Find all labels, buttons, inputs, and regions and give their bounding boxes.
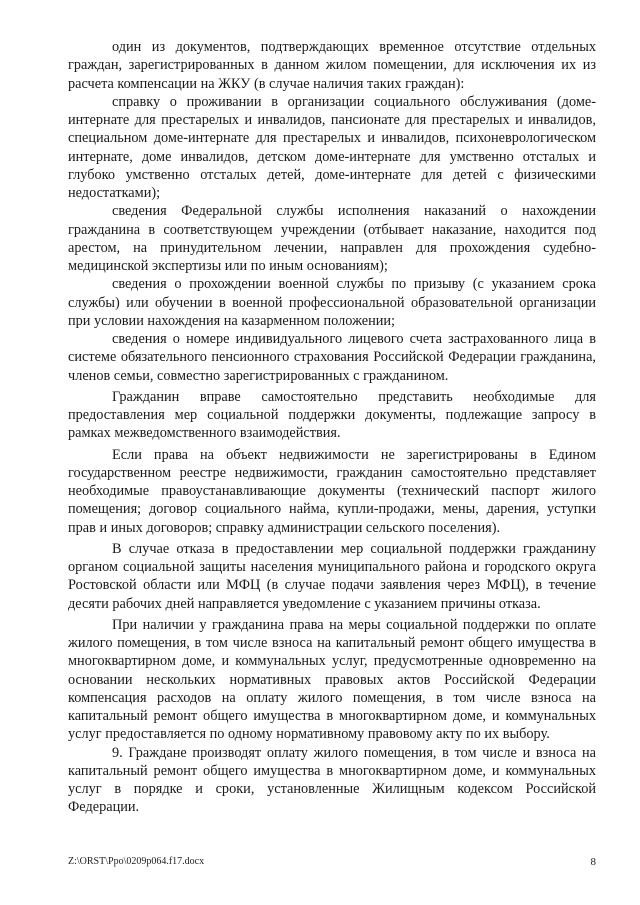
paragraph-social-institution-certificate: справку о проживании в организации социального обслуживания (доме-интернате для престарелых и инвалидов, пансионате для престарелых и инвалидов, специальном доме-интернате для престарелых и инвалидов, психоневрологическом интернате, доме инвалидов, детском доме-интернате для умственно отсталых и глубоко умственно отсталых детей, доме-интернате для детей с физическими недостатками);: [68, 93, 596, 201]
paragraph-absence-documents: один из документов, подтверждающих временное отсутствие отдельных граждан, зарегистрированных в данном жилом помещении, для исключения их из расчета компенсации на ЖКУ (в случае наличия таких граждан):: [68, 39, 596, 92]
paragraph-citizen-right-to-submit: Гражданин вправе самостоятельно представить необходимые для предоставления мер социальной поддержки документы, подлежащие запросу в рамках межведомственного взаимодействия.: [68, 388, 596, 442]
paragraph-penitentiary-service-info: сведения Федеральной службы исполнения наказаний о нахождении гражданина в соответствующем учреждении (отбывает наказание, находится под арестом, на принудительном лечении, направлен для прохождения судебно-медицинской экспертизы или по иным основаниям);: [68, 203, 596, 274]
page-footer: [68, 855, 596, 869]
paragraph-item-9-payment: 9. Граждане производят оплату жилого помещения, в том числе и взноса на капитальный ремонт общего имущества в многоквартирном доме, и коммунальных услуг в порядке и сроки, установленные Жилищным кодексом Российской Федерации.: [68, 744, 596, 816]
file-path: Z:\ORST\Ppo\0209p064.f17.docx: [68, 856, 205, 867]
paragraph-military-service-info: сведения о прохождении военной службы по призыву (с указанием срока службы) или обучении в военной профессиональной образовательной организации при условии нахождения на казарменном положении;: [68, 276, 596, 329]
paragraph-insurance-account-info: сведения о номере индивидуального лицевого счета застрахованного лица в системе обязательного пенсионного страхования Российской Федерации гражданина, членов семьи, совместно зарегистрированных с гражданином.: [68, 331, 596, 384]
document-body: [68, 38, 596, 817]
paragraph-refusal-notice: В случае отказа в предоставлении мер социальной поддержки гражданину органом социальной защиты населения муниципального района и городского округа Ростовской области или МФЦ (в случае подачи заявления через МФЦ), в течение десяти рабочих дней направляется уведомление с указанием причины отказа.: [68, 540, 596, 612]
paragraph-multiple-grounds: При наличии у гражданина права на меры социальной поддержки по оплате жилого помещения, в том числе взноса на капитальный ремонт общего имущества в многоквартирном доме, и коммунальных услуг, предусмотренные одновременно на основании нескольких нормативных правовых актов Российской Федерации компенсация расходов на оплату жилого помещения, в том числе взноса на капитальный ремонт общего имущества в многоквартирном доме, и коммунальных услуг предоставляется по одному нормативному правовому акту по их выбору.: [68, 616, 596, 743]
paragraph-property-rights: Если права на объект недвижимости не зарегистрированы в Едином государственном реестре недвижимости, гражданин самостоятельно представляет необходимые правоустанавливающие документы (технический паспорт жилого помещения; договор социального найма, купли-продажи, мены, дарения, уступки прав и иных договоров; справку администрации сельского поселения).: [68, 446, 596, 536]
page-number: 8: [590, 856, 596, 868]
